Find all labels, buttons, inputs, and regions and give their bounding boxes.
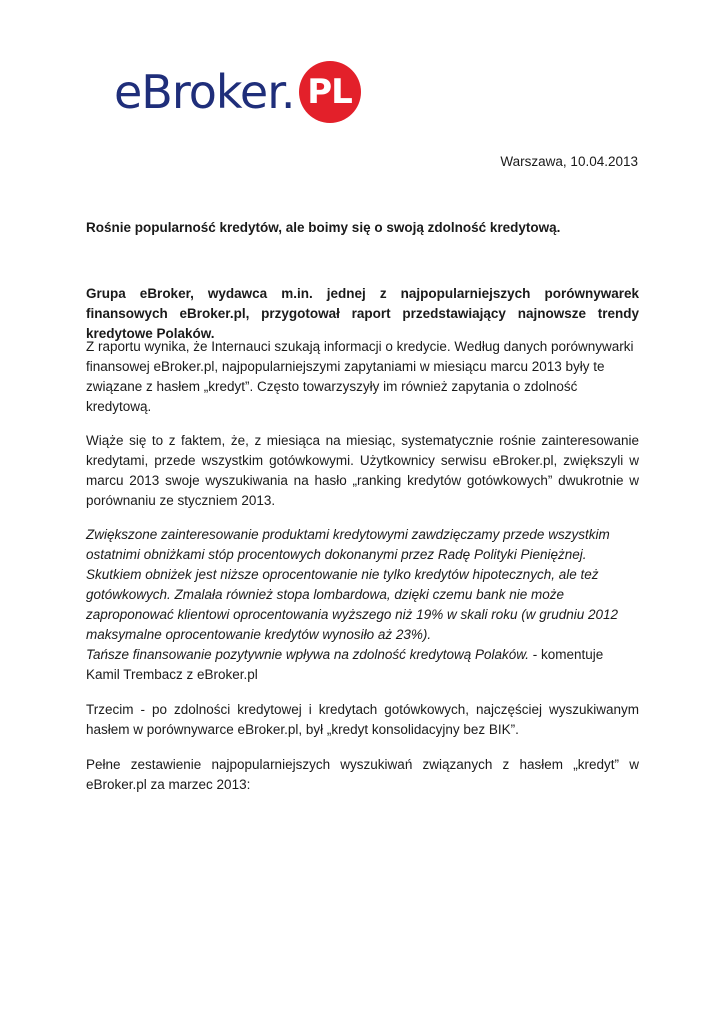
logo-badge (299, 61, 361, 123)
quote-attribution: - komentuje Kamil Trembacz z eBroker.pl (86, 647, 604, 682)
document-title: Rośnie popularność kredytów, ale boimy się o swoją zdolność kredytową. (86, 220, 561, 235)
logo-badge-text: PL (307, 72, 352, 112)
quote-line-3 (86, 645, 639, 685)
ebroker-logo (114, 58, 361, 126)
quote-line-3-text: Tańsze finansowanie pozytywnie wpływa na zdolność kredytową Polaków. (86, 647, 529, 662)
logo-wordmark: eBroker. (114, 65, 295, 119)
paragraph-1: Z raportu wynika, że Internauci szukają informacji o kredycie. Według danych porównywarki finansowej eBroker.pl, najpopularniejszymi zapytaniami w miesiącu marcu 2013 były te związane z hasłem „kredyt”. Często towarzyszyły im również zapytania o zdolność kredytową. (86, 339, 634, 414)
quote-line-2: Skutkiem obniżek jest niższe oprocentowanie nie tylko kredytów hipotecznych, ale też gotówkowych. Zmalała również stopa lombardowa, dzięki czemu bank nie może zaproponować klientowi oprocentowania wyższego niż 19% w skali roku (w grudniu 2012 maksymalne oprocentowanie kredytów wynosiło aż 23%). (86, 567, 619, 642)
lead-paragraph: Grupa eBroker, wydawca m.in. jednej z najpopularniejszych porównywarek finansowych eBroker.pl, przygotował raport przedstawiający najnowsze trendy kredytowe Polaków. (86, 286, 639, 341)
paragraph-5: Pełne zestawienie najpopularniejszych wyszukiwań związanych z hasłem „kredyt” w eBroker.pl za marzec 2013: (86, 757, 639, 792)
quote-line-1: Zwiększone zainteresowanie produktami kredytowymi zawdzięczamy przede wszystkim ostatnimi obniżkami stóp procentowych dokonanymi przez Radę Polityki Pieniężnej. (86, 527, 610, 562)
paragraph-4: Trzecim - po zdolności kredytowej i kredytach gotówkowych, najczęściej wyszukiwanym hasłem w porównywarce eBroker.pl, był „kredyt konsolidacyjny bez BIK”. (86, 702, 639, 737)
document-date: Warszawa, 10.04.2013 (500, 154, 638, 169)
quote-block (86, 525, 639, 685)
paragraph-2: Wiąże się to z faktem, że, z miesiąca na miesiąc, systematycznie rośnie zainteresowanie kredytami, przede wszystkim gotówkowymi. Użytkownicy serwisu eBroker.pl, zwiększyli w marcu 2013 swoje wyszukiwania na hasło „ranking kredytów gotówkowych” dwukrotnie w porównaniu ze styczniem 2013. (86, 433, 639, 508)
